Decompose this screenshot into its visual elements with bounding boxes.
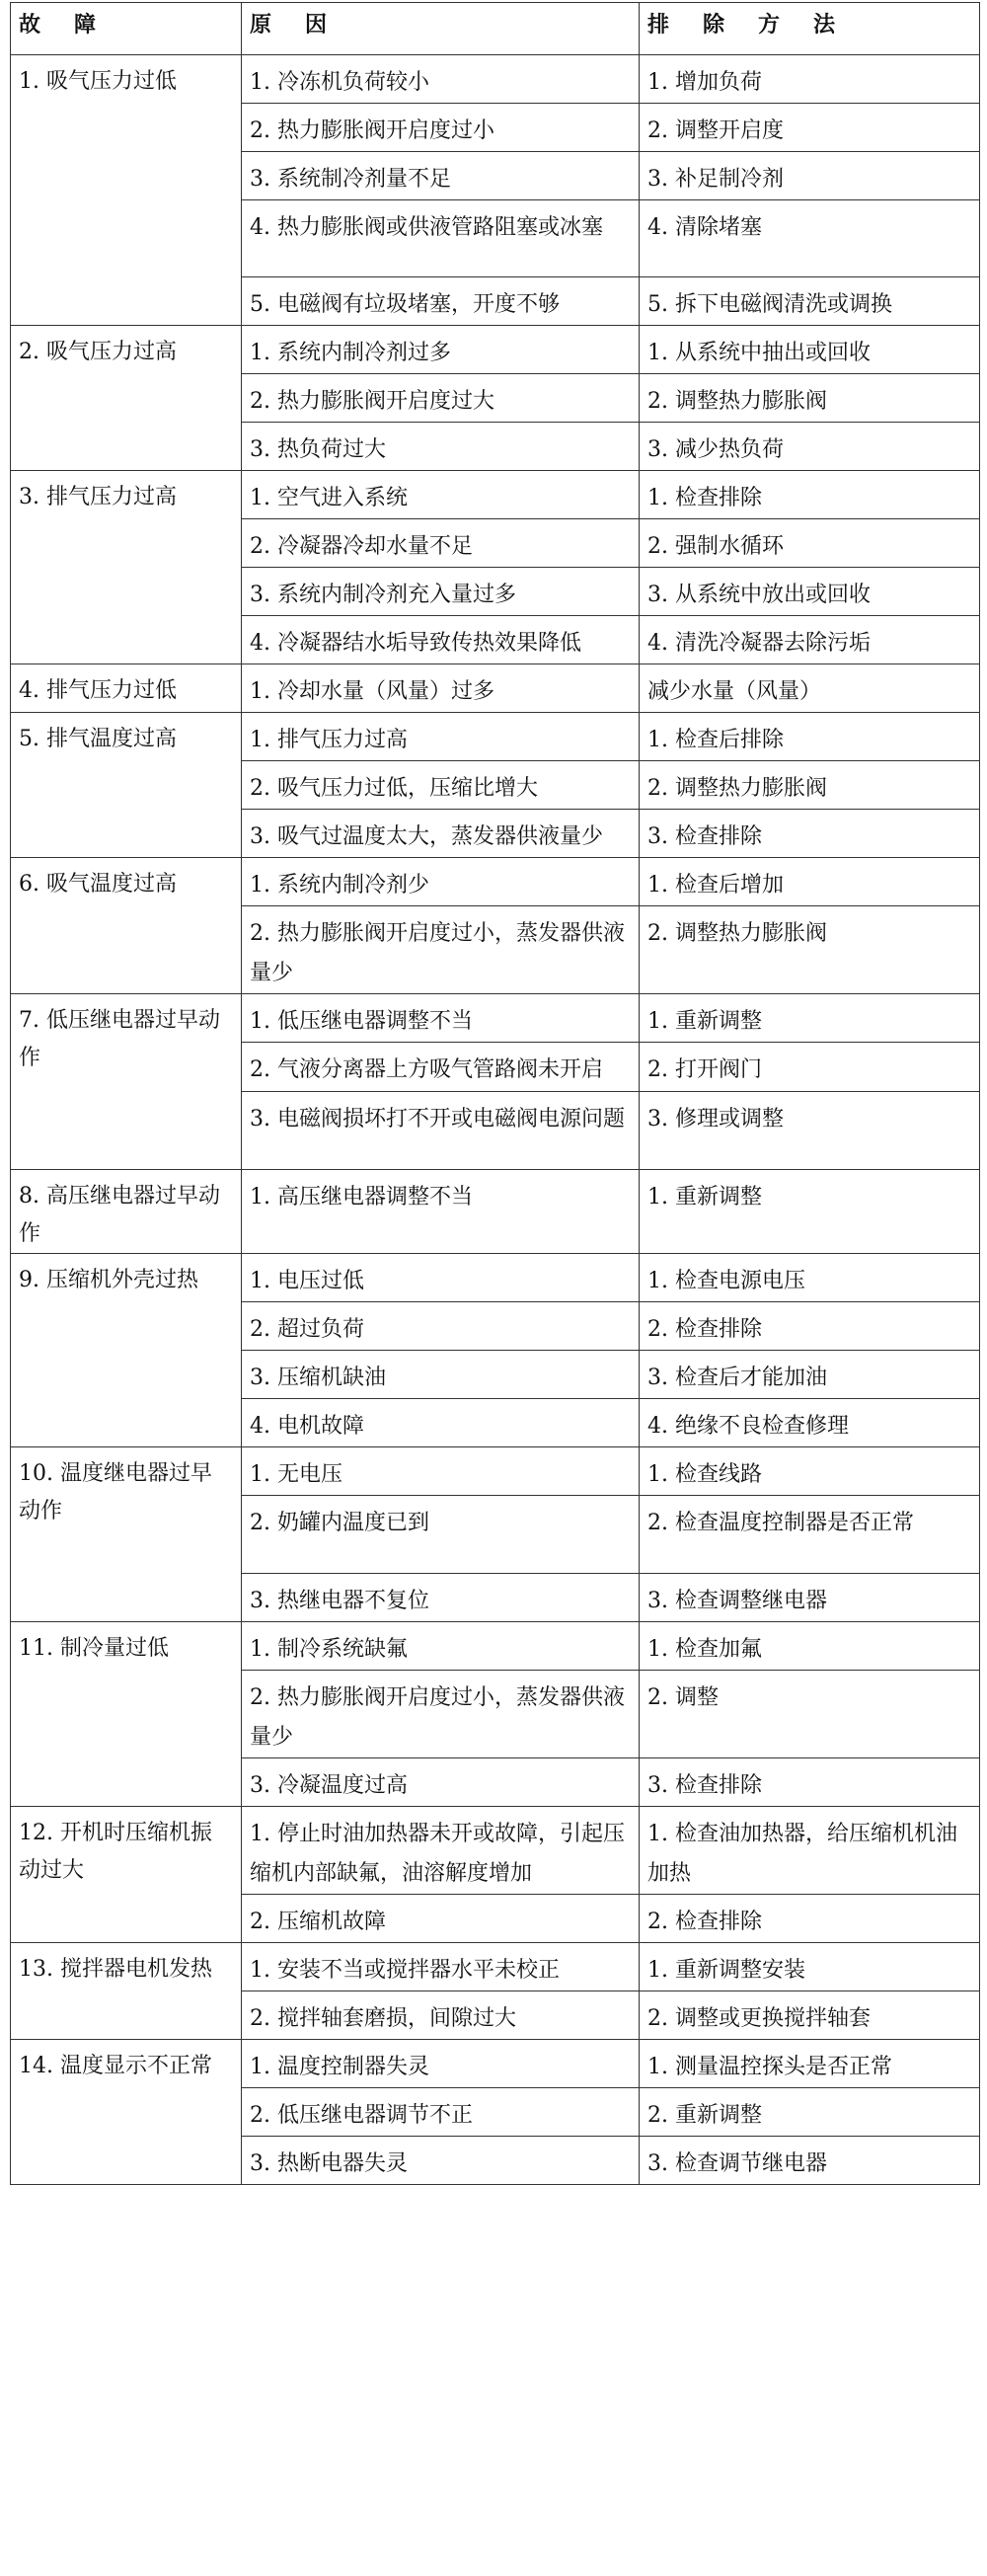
fault-cell: 5. 排气温度过高	[11, 713, 242, 858]
cause-cell: 3. 冷凝温度过高	[242, 1758, 640, 1807]
cause-cell: 1. 无电压	[242, 1447, 640, 1496]
table-row	[11, 1170, 980, 1254]
remedy-cell: 3. 从系统中放出或回收	[640, 568, 980, 616]
cause-cell: 3. 热负荷过大	[242, 423, 640, 471]
remedy-cell: 2. 调整开启度	[640, 104, 980, 152]
remedy-cell: 减少水量（风量）	[640, 664, 980, 713]
table-row	[11, 1943, 980, 1991]
fault-cell: 6. 吸气温度过高	[11, 858, 242, 994]
cause-cell: 2. 低压继电器调节不正	[242, 2088, 640, 2137]
cause-cell: 1. 冷冻机负荷较小	[242, 55, 640, 104]
cause-cell: 1. 排气压力过高	[242, 713, 640, 761]
cause-cell: 1. 温度控制器失灵	[242, 2040, 640, 2088]
cause-cell: 1. 低压继电器调整不当	[242, 994, 640, 1043]
fault-cell: 4. 排气压力过低	[11, 664, 242, 713]
cause-cell: 3. 系统内制冷剂充入量过多	[242, 568, 640, 616]
remedy-cell: 1. 增加负荷	[640, 55, 980, 104]
table-row	[11, 1622, 980, 1671]
remedy-cell: 2. 检查温度控制器是否正常	[640, 1496, 980, 1574]
cause-cell: 2. 气液分离器上方吸气管路阀未开启	[242, 1043, 640, 1092]
table-row	[11, 1447, 980, 1496]
fault-cell: 11. 制冷量过低	[11, 1622, 242, 1807]
remedy-cell: 1. 测量温控探头是否正常	[640, 2040, 980, 2088]
fault-table-body	[11, 55, 980, 2185]
cause-cell: 2. 热力膨胀阀开启度过大	[242, 374, 640, 423]
remedy-cell: 1. 检查排除	[640, 471, 980, 519]
header-row	[11, 3, 980, 55]
cause-cell: 1. 安装不当或搅拌器水平未校正	[242, 1943, 640, 1991]
remedy-cell: 3. 检查排除	[640, 1758, 980, 1807]
remedy-cell: 1. 检查后排除	[640, 713, 980, 761]
remedy-cell: 1. 检查油加热器，给压缩机机油加热	[640, 1807, 980, 1895]
header-cause: 原 因	[242, 3, 640, 55]
header-fault: 故 障	[11, 3, 242, 55]
cause-cell: 1. 空气进入系统	[242, 471, 640, 519]
cause-cell: 2. 奶罐内温度已到	[242, 1496, 640, 1574]
cause-cell: 1. 停止时油加热器未开或故障，引起压缩机内部缺氟，油溶解度增加	[242, 1807, 640, 1895]
remedy-cell: 1. 从系统中抽出或回收	[640, 326, 980, 374]
remedy-cell: 2. 检查排除	[640, 1895, 980, 1943]
header-remedy: 排 除 方 法	[640, 3, 980, 55]
cause-cell: 3. 热断电器失灵	[242, 2137, 640, 2185]
remedy-cell: 2. 调整热力膨胀阀	[640, 761, 980, 810]
cause-cell: 1. 系统内制冷剂过多	[242, 326, 640, 374]
fault-cell: 13. 搅拌器电机发热	[11, 1943, 242, 2040]
fault-cell: 14. 温度显示不正常	[11, 2040, 242, 2185]
remedy-cell: 2. 重新调整	[640, 2088, 980, 2137]
cause-cell: 2. 搅拌轴套磨损，间隙过大	[242, 1991, 640, 2040]
table-row	[11, 471, 980, 519]
fault-cell: 1. 吸气压力过低	[11, 55, 242, 326]
fault-cell: 8. 高压继电器过早动作	[11, 1170, 242, 1254]
remedy-cell: 3. 检查排除	[640, 810, 980, 858]
remedy-cell: 4. 清洗冷凝器去除污垢	[640, 616, 980, 664]
cause-cell: 2. 冷凝器冷却水量不足	[242, 519, 640, 568]
remedy-cell: 2. 调整或更换搅拌轴套	[640, 1991, 980, 2040]
cause-cell: 3. 吸气过温度太大，蒸发器供液量少	[242, 810, 640, 858]
fault-cell: 3. 排气压力过高	[11, 471, 242, 664]
cause-cell: 1. 制冷系统缺氟	[242, 1622, 640, 1671]
fault-table	[10, 2, 980, 2185]
cause-cell: 1. 冷却水量（风量）过多	[242, 664, 640, 713]
fault-cell: 2. 吸气压力过高	[11, 326, 242, 471]
cause-cell: 2. 热力膨胀阀开启度过小，蒸发器供液量少	[242, 1671, 640, 1758]
fault-cell: 12. 开机时压缩机振动过大	[11, 1807, 242, 1943]
remedy-cell: 2. 检查排除	[640, 1302, 980, 1351]
cause-cell: 5. 电磁阀有垃圾堵塞，开度不够	[242, 277, 640, 326]
remedy-cell: 3. 减少热负荷	[640, 423, 980, 471]
remedy-cell: 1. 重新调整	[640, 1170, 980, 1254]
table-row	[11, 1254, 980, 1302]
cause-cell: 2. 压缩机故障	[242, 1895, 640, 1943]
remedy-cell: 4. 清除堵塞	[640, 200, 980, 277]
remedy-cell: 2. 强制水循环	[640, 519, 980, 568]
remedy-cell: 2. 调整热力膨胀阀	[640, 906, 980, 994]
remedy-cell: 3. 检查调节继电器	[640, 2137, 980, 2185]
cause-cell: 3. 电磁阀损坏打不开或电磁阀电源问题	[242, 1092, 640, 1170]
cause-cell: 2. 热力膨胀阀开启度过小	[242, 104, 640, 152]
remedy-cell: 3. 检查后才能加油	[640, 1351, 980, 1399]
cause-cell: 2. 吸气压力过低，压缩比增大	[242, 761, 640, 810]
remedy-cell: 1. 检查线路	[640, 1447, 980, 1496]
table-row	[11, 664, 980, 713]
cause-cell: 2. 热力膨胀阀开启度过小，蒸发器供液量少	[242, 906, 640, 994]
table-row	[11, 713, 980, 761]
fault-cell: 10. 温度继电器过早动作	[11, 1447, 242, 1622]
cause-cell: 3. 系统制冷剂量不足	[242, 152, 640, 200]
remedy-cell: 2. 调整	[640, 1671, 980, 1758]
remedy-cell: 2. 调整热力膨胀阀	[640, 374, 980, 423]
remedy-cell: 3. 检查调整继电器	[640, 1574, 980, 1622]
table-row	[11, 1807, 980, 1895]
cause-cell: 4. 热力膨胀阀或供液管路阻塞或冰塞	[242, 200, 640, 277]
table-row	[11, 858, 980, 906]
remedy-cell: 3. 修理或调整	[640, 1092, 980, 1170]
remedy-cell: 1. 重新调整	[640, 994, 980, 1043]
cause-cell: 2. 超过负荷	[242, 1302, 640, 1351]
cause-cell: 4. 冷凝器结水垢导致传热效果降低	[242, 616, 640, 664]
cause-cell: 1. 电压过低	[242, 1254, 640, 1302]
cause-cell: 4. 电机故障	[242, 1399, 640, 1447]
table-row	[11, 55, 980, 104]
fault-cell: 7. 低压继电器过早动作	[11, 994, 242, 1170]
remedy-cell: 1. 检查后增加	[640, 858, 980, 906]
cause-cell: 1. 系统内制冷剂少	[242, 858, 640, 906]
table-row	[11, 326, 980, 374]
fault-cell: 9. 压缩机外壳过热	[11, 1254, 242, 1447]
cause-cell: 3. 压缩机缺油	[242, 1351, 640, 1399]
cause-cell: 3. 热继电器不复位	[242, 1574, 640, 1622]
remedy-cell: 2. 打开阀门	[640, 1043, 980, 1092]
remedy-cell: 1. 检查加氟	[640, 1622, 980, 1671]
table-row	[11, 2040, 980, 2088]
table-row	[11, 994, 980, 1043]
remedy-cell: 5. 拆下电磁阀清洗或调换	[640, 277, 980, 326]
remedy-cell: 1. 检查电源电压	[640, 1254, 980, 1302]
cause-cell: 1. 高压继电器调整不当	[242, 1170, 640, 1254]
remedy-cell: 1. 重新调整安装	[640, 1943, 980, 1991]
remedy-cell: 4. 绝缘不良检查修理	[640, 1399, 980, 1447]
remedy-cell: 3. 补足制冷剂	[640, 152, 980, 200]
